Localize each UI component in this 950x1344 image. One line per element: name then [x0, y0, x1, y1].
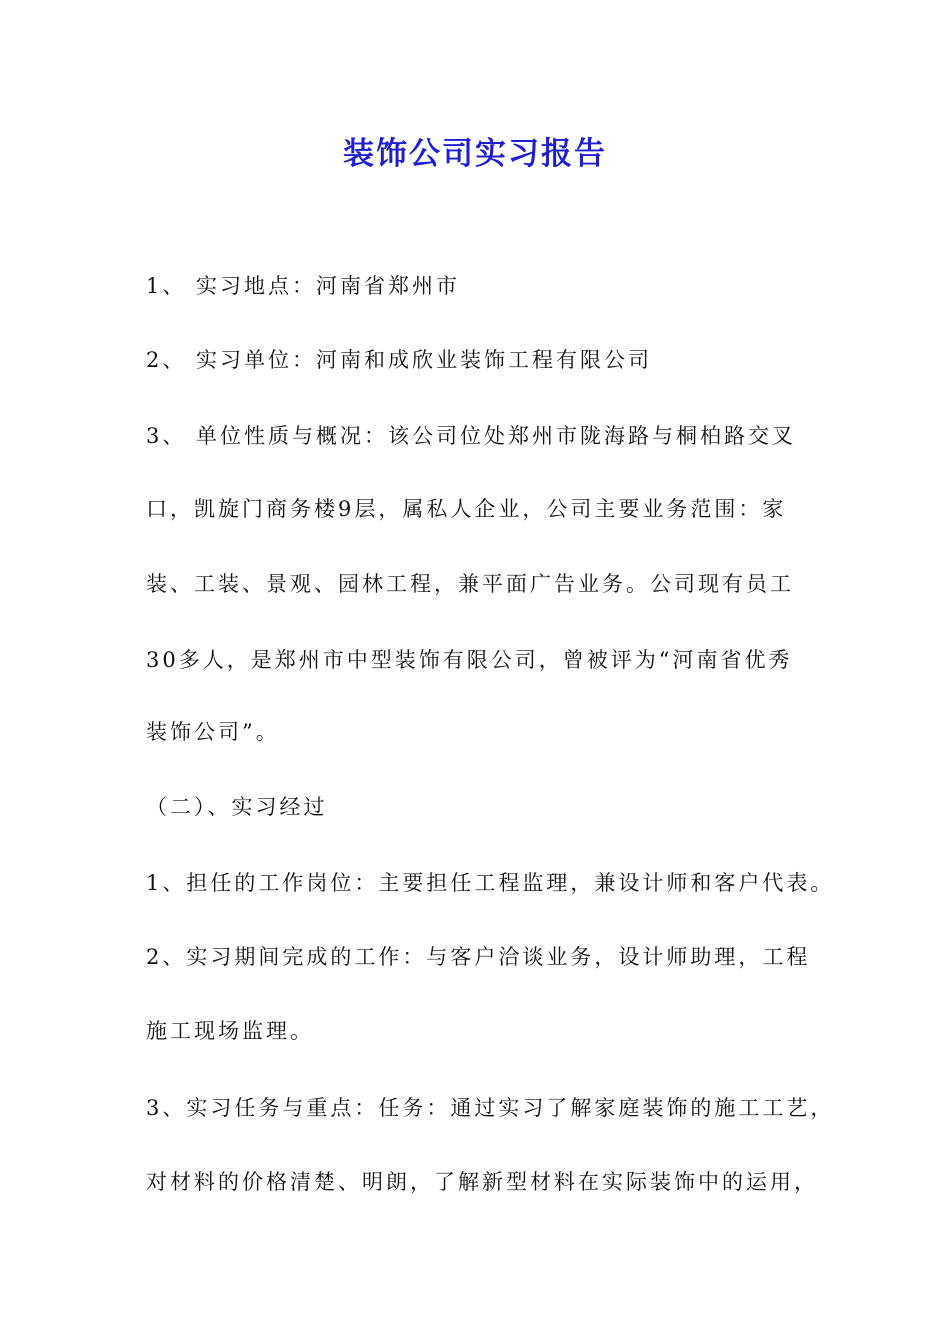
paragraph-line: 3、 单位性质与概况：该公司位处郑州市陇海路与桐柏路交叉 — [146, 424, 797, 448]
paragraph-line: 30多人，是郑州市中型装饰有限公司，曾被评为“河南省优秀 — [146, 648, 793, 672]
paragraph-line: 施工现场监理。 — [146, 1019, 314, 1043]
paragraph-line: 装、工装、景观、园林工程，兼平面广告业务。公司现有员工 — [146, 572, 794, 596]
document-title: 装饰公司实习报告 — [343, 136, 607, 172]
paragraph-line: 1、担任的工作岗位：主要担任工程监理，兼设计师和客户代表。 — [146, 871, 835, 895]
paragraph-line: 2、实习期间完成的工作：与客户洽谈业务，设计师助理，工程 — [146, 945, 811, 969]
paragraph-line: 2、 实习单位：河南和成欣业装饰工程有限公司 — [146, 348, 653, 372]
paragraph-line: 1、 实习地点：河南省郑州市 — [146, 274, 461, 298]
paragraph-line: 口，凯旋门商务楼9层，属私人企业，公司主要业务范围：家 — [146, 497, 787, 521]
section-heading: （二）、实习经过 — [146, 795, 328, 819]
paragraph-line: 装饰公司”。 — [146, 720, 280, 744]
paragraph-line: 对材料的价格清楚、明朗，了解新型材料在实际装饰中的运用， — [146, 1170, 818, 1194]
paragraph-line: 3、实习任务与重点：任务：通过实习了解家庭装饰的施工工艺， — [146, 1096, 835, 1120]
